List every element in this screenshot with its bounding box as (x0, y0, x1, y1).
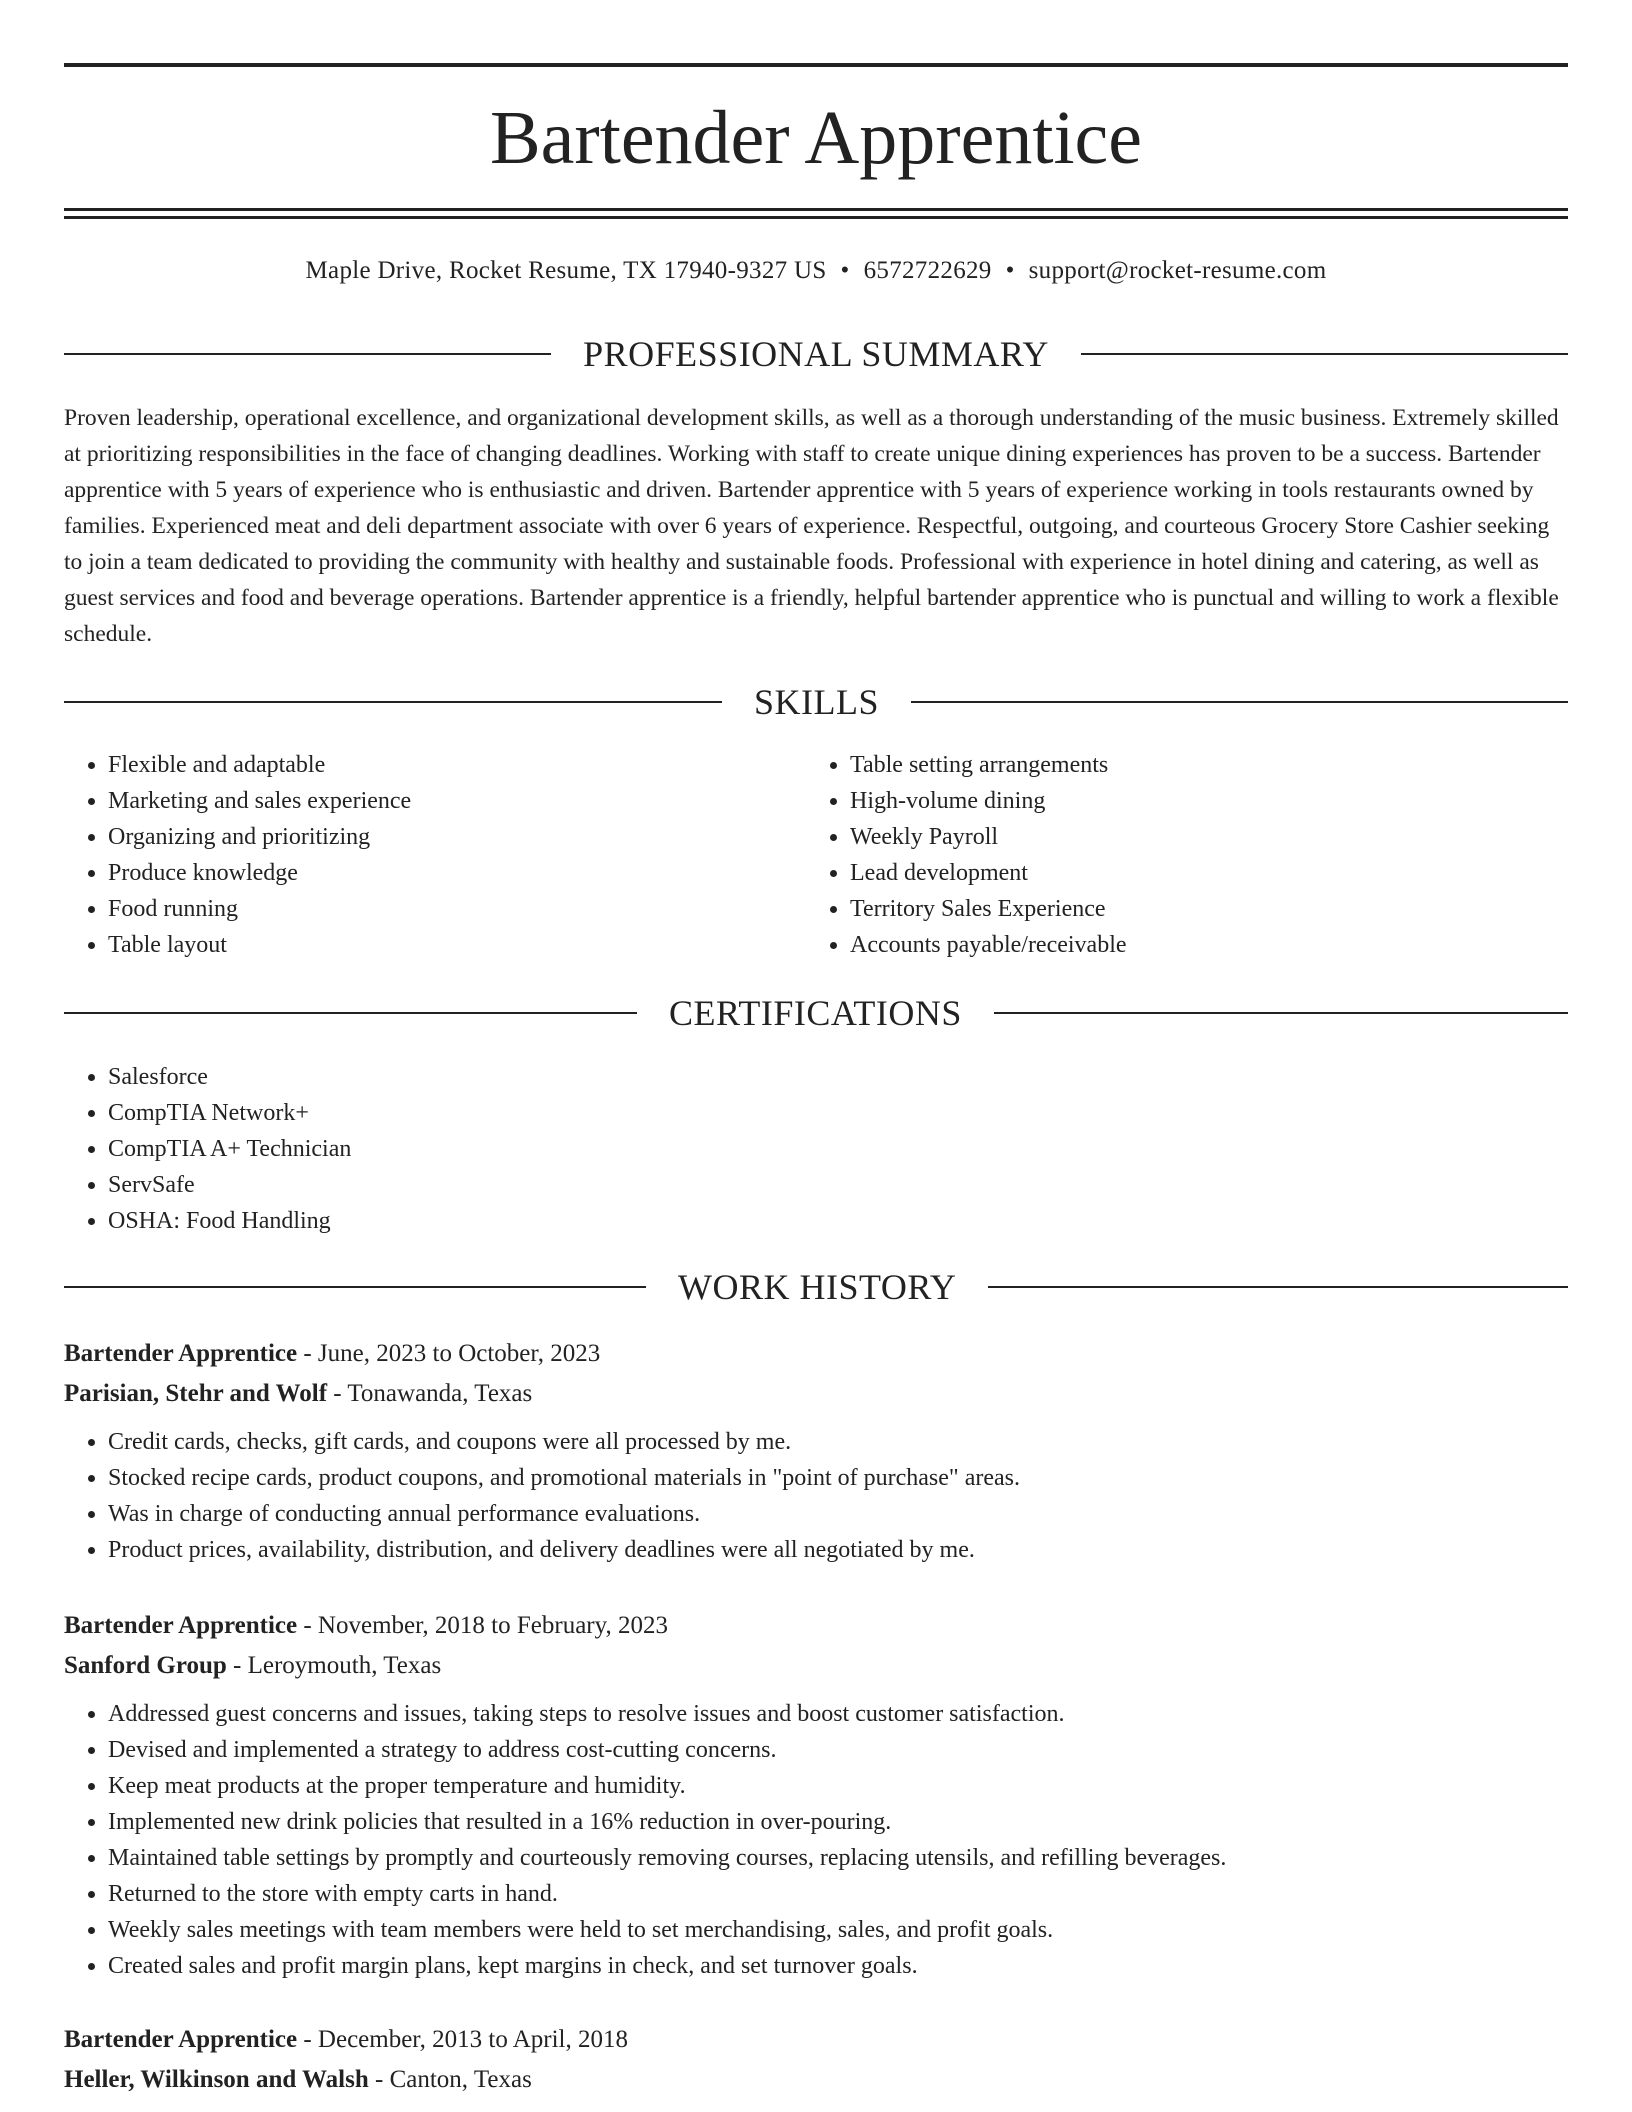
resume-name: Bartender Apprentice (489, 96, 1143, 180)
job-duties-list (64, 1424, 1568, 1568)
top-rule (64, 63, 1568, 67)
section-heading-skills (64, 680, 1568, 724)
skill-item: • Table layout (108, 927, 804, 963)
double-rule (64, 208, 1568, 219)
job-location: - Canton, Texas (368, 2066, 532, 2093)
job-company-line (64, 1374, 1568, 1414)
contact-address: Maple Drive, Rocket Resume, TX 17940-9327 US (305, 257, 827, 284)
job-duty-item: • Returned to the store with empty carts in hand. (108, 1876, 1568, 1912)
skill-item: • Accounts payable/receivable (850, 927, 1546, 963)
job-dates: - June, 2023 to October, 2023 (297, 1340, 601, 1367)
certification-item: • OSHA: Food Handling (108, 1203, 1064, 1239)
job-company: Heller, Wilkinson and Walsh (64, 2066, 369, 2093)
skill-item: • Organizing and prioritizing (108, 819, 804, 855)
skill-item: • Flexible and adaptable (108, 747, 804, 783)
job-duty-item: • Was in charge of conducting annual performance evaluations. (108, 1496, 1568, 1532)
certification-item: • ServSafe (108, 1167, 1064, 1203)
certification-item: • CompTIA Network+ (108, 1095, 1064, 1131)
skill-item: • Table setting arrangements (850, 747, 1546, 783)
contact-line (64, 254, 1568, 288)
job-company-line (64, 2060, 1568, 2100)
job-company: Parisian, Stehr and Wolf (64, 1380, 328, 1407)
job-duties-list (64, 1696, 1568, 1984)
section-heading-certifications (64, 991, 1568, 1035)
skills-column-right (806, 747, 1546, 963)
job-duty-item: • Credit cards, checks, gift cards, and coupons were all processed by me. (108, 1424, 1568, 1460)
job-duty-item: • Implemented new drink policies that resulted in a 16% reduction in over-pouring. (108, 1804, 1568, 1840)
job-title-line (64, 1606, 1568, 1646)
job-company: Sanford Group (64, 1652, 227, 1679)
job-duty-item: • Keep meat products at the proper temperature and humidity. (108, 1768, 1568, 1804)
job-duty-item: • Product prices, availability, distribution, and delivery deadlines were all negotiated by me. (108, 1532, 1568, 1568)
job-title: Bartender Apprentice (64, 1340, 298, 1367)
job-title-line (64, 2020, 1568, 2060)
skill-item: • Marketing and sales experience (108, 783, 804, 819)
section-title: CERTIFICATIONS (669, 993, 962, 1033)
skill-item: • Lead development (850, 855, 1546, 891)
job-location: - Tonawanda, Texas (327, 1380, 533, 1407)
certification-item: • CompTIA A+ Technician (108, 1131, 1064, 1167)
skill-item: • High-volume dining (850, 783, 1546, 819)
certification-item: • Salesforce (108, 1059, 1064, 1095)
job-duty-item: • Stocked recipe cards, product coupons, and promotional materials in "point of purchase" areas. (108, 1460, 1568, 1496)
skill-item: • Produce knowledge (108, 855, 804, 891)
job-duty-item: • Weekly sales meetings with team members were held to set merchandising, sales, and profit goals. (108, 1912, 1568, 1948)
job-entry (64, 2020, 1568, 2100)
job-duty-item: • Devised and implemented a strategy to address cost-cutting concerns. (108, 1732, 1568, 1768)
skill-item: • Territory Sales Experience (850, 891, 1546, 927)
certifications-block (64, 1059, 1064, 1239)
contact-email: support@rocket-resume.com (1028, 257, 1327, 284)
skills-column-left (64, 747, 804, 963)
contact-phone: 6572722629 (863, 257, 992, 284)
job-title: Bartender Apprentice (64, 2026, 298, 2053)
job-duty-item: • Maintained table settings by promptly and courteously removing courses, replacing utensils, and refilling beverages. (108, 1840, 1568, 1876)
job-entry (64, 1334, 1568, 1568)
job-duty-item: • Created sales and profit margin plans, kept margins in check, and set turnover goals. (108, 1948, 1568, 1984)
certifications-list (64, 1059, 1064, 1239)
section-title: WORK HISTORY (678, 1267, 957, 1307)
skills-list-left (64, 747, 804, 963)
skills-list-right (806, 747, 1546, 963)
job-company-line (64, 1646, 1568, 1686)
summary-text: Proven leadership, operational excellence, and organizational development skills, as well as a thorough understanding of the music business. Extremely skilled at prioritizing responsibilities in the face of changing deadlines. Working with staff to create unique dining experiences has proven to be a success. Bartender apprentice with 5 years of experience who is enthusiastic and driven. Bartender apprentice with 5 years of experience working in tools restaurants owned by families. Experienced meat and deli department associate with over 6 years of experience. Respectful, outgoing, and courteous Grocery Store Cashier seeking to join a team dedicated to providing the community with healthy and sustainable foods. Professional with experience in hotel dining and catering, as well as guest services and food and beverage operations. Bartender apprentice is a friendly, helpful bartender apprentice who is punctual and willing to work a flexible schedule. (64, 405, 1559, 647)
section-title: SKILLS (754, 682, 880, 722)
job-duty-item: • Addressed guest concerns and issues, taking steps to resolve issues and boost customer satisfaction. (108, 1696, 1568, 1732)
job-title: Bartender Apprentice (64, 1612, 298, 1639)
job-dates: - December, 2013 to April, 2018 (297, 2026, 628, 2053)
job-location: - Leroymouth, Texas (226, 1652, 442, 1679)
job-entry (64, 1606, 1568, 1984)
section-title: PROFESSIONAL SUMMARY (583, 334, 1049, 374)
job-dates: - November, 2018 to February, 2023 (297, 1612, 669, 1639)
skill-item: • Weekly Payroll (850, 819, 1546, 855)
skill-item: • Food running (108, 891, 804, 927)
section-heading-summary (64, 332, 1568, 376)
contact-separator: • (1005, 257, 1015, 284)
section-heading-work-history (64, 1265, 1568, 1309)
contact-separator: • (840, 257, 850, 284)
job-title-line (64, 1334, 1568, 1374)
